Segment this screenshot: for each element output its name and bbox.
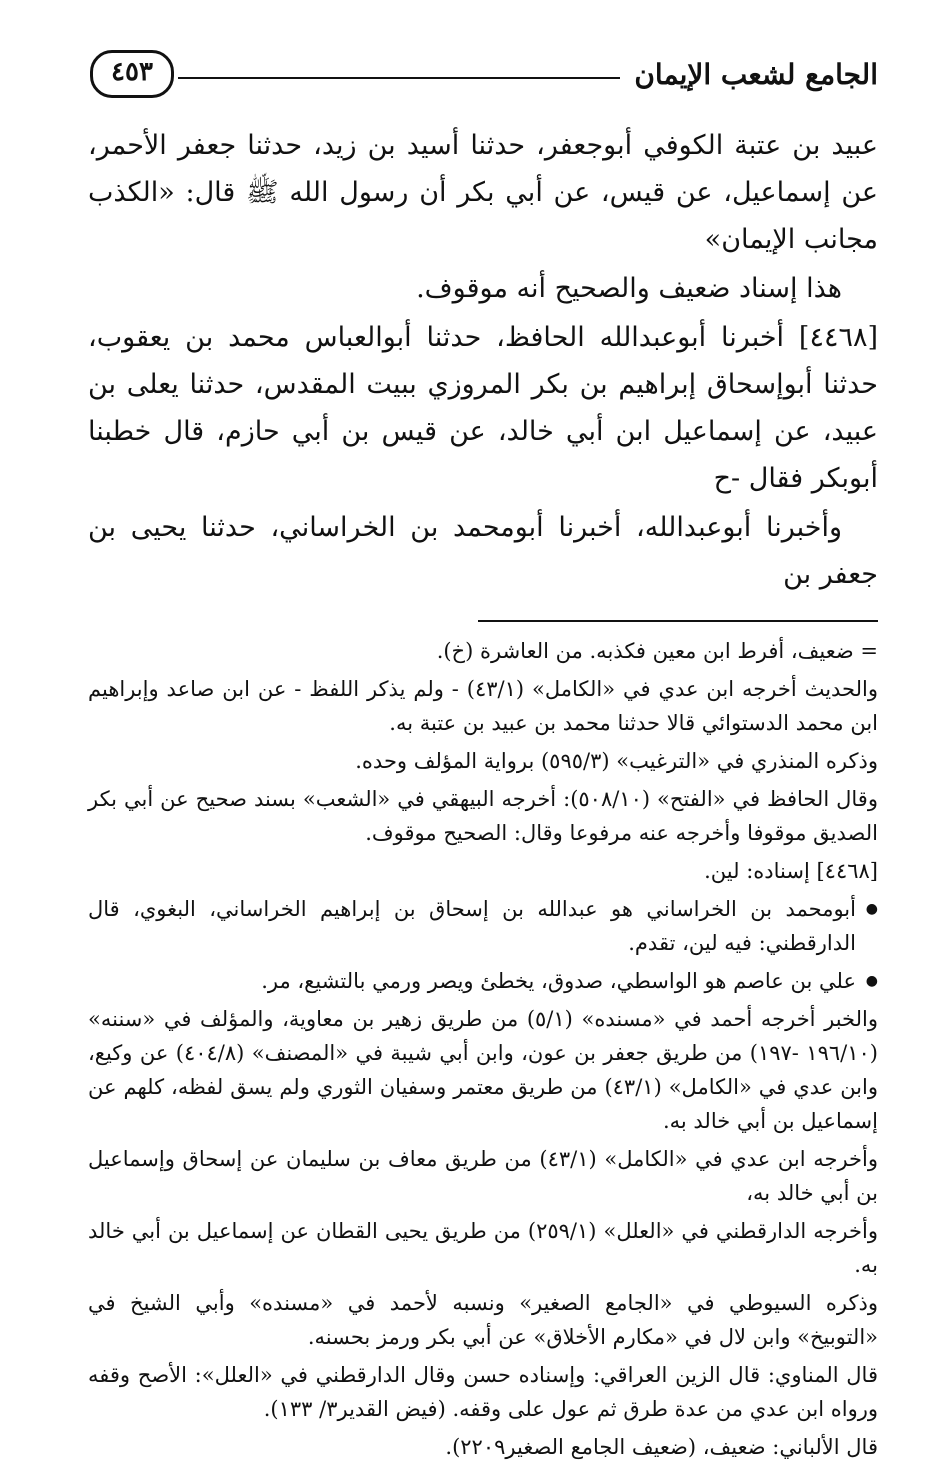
page-number: ٤٥٣ [90, 50, 174, 98]
body-paragraph: هذا إسناد ضعيف والصحيح أنه موقوف. [416, 273, 842, 304]
footnote: وقال الحافظ في «الفتح» (٥٠٨/١٠): أخرجه البيهقي في «الشعب» بسند صحيح عن أبي بكر الصديق موقوفا وأخرجه عنه مرفوعا وقال: الصحيح موقوف. [88, 787, 878, 845]
body-paragraph: عبيد بن عتبة الكوفي أبوجعفر، حدثنا أسيد بن زيد، حدثنا جعفر الأحمر، عن إسماعيل، عن قيس، عن أبي بكر أن رسول الله ﷺ قال: «الكذب مجانب الإيمان» [88, 130, 878, 255]
footnote: قال المناوي: قال الزين العراقي: وإسناده حسن وقال الدارقطني في «العلل»: الأصح وقفه ورواه ابن عدي من عدة طرق ثم عول على وقفه. (فيض القدير٣/ ١٣٣). [88, 1363, 878, 1421]
running-title: الجامع لشعب الإيمان [634, 57, 878, 91]
footnote: وذكره المنذري في «الترغيب» (٥٩٥/٣) برواية المؤلف وحده. [355, 749, 878, 773]
footnote: = ضعيف، أفرط ابن معين فكذبه. من العاشرة (خ). [436, 639, 878, 663]
book-page [88, 40, 878, 1468]
footnote-bullet: ● علي بن عاصم هو الواسطي، صدوق، يخطئ ويصر ورمي بالتشيع، مر. [88, 964, 878, 998]
page-header [88, 40, 878, 108]
footnote-separator [478, 620, 878, 622]
footnote-bullet: ● أبومحمد بن الخراساني هو عبدالله بن إسحاق بن إبراهيم الخراساني، البغوي، قال الدارقطني: فيه لين، تقدم. [88, 892, 878, 960]
footnote: والخبر أخرجه أحمد في «مسنده» (٥/١) من طريق زهير بن معاوية، والمؤلف في «سننه» (١٩٦/١٠ -١٩٧) من طريق جعفر بن عون، وابن أبي شيبة في «المصنف» (٤٠٤/٨) عن وكيع، وابن عدي في «الكامل» (٤٣/١) من طريق معتمر وسفيان الثوري ولم يسق لفظه، كلهم عن إسماعيل بن أبي خالد به. [88, 1007, 879, 1133]
header-rule [178, 77, 620, 79]
footnote: وأخرجه الدارقطني في «العلل» (٢٥٩/١) من طريق يحيى القطان عن إسماعيل بن أبي خالد به. [88, 1219, 878, 1277]
body-paragraph: وأخبرنا أبوعبدالله، أخبرنا أبومحمد بن الخراساني، حدثنا يحيى بن جعفر بن [88, 512, 878, 590]
footnotes [88, 634, 878, 1464]
footnote: وأخرجه ابن عدي في «الكامل» (٤٣/١) من طريق معاف بن سليمان عن إسحاق وإسماعيل بن أبي خالد به، [88, 1147, 878, 1205]
footnote: والحديث أخرجه ابن عدي في «الكامل» (٤٣/١) - ولم يذكر اللفظ - عن ابن صاعد وإبراهيم ابن محمد الدستوائي قالا حدثنا محمد بن عبيد بن عتبة به. [88, 677, 878, 735]
body-paragraph: [٤٤٦٨] أخبرنا أبوعبدالله الحافظ، حدثنا أبوالعباس محمد بن يعقوب، حدثنا أبوإسحاق إبراهيم بن بكر المروزي ببيت المقدس، حدثنا يعلى بن عبيد، عن إسماعيل ابن أبي خالد، عن قيس بن أبي حازم، قال خطبنا أبوبكر فقال -ح [88, 322, 878, 494]
main-text [88, 122, 878, 598]
footnote: وذكره السيوطي في «الجامع الصغير» ونسبه لأحمد في «مسنده» وأبي الشيخ في «التوبيخ» وابن لال في «مكارم الأخلاق» عن أبي بكر ورمز بحسنه. [88, 1291, 878, 1349]
footnote: [٤٤٦٨] إسناده: لين. [704, 859, 878, 883]
footnote: قال الألباني: ضعيف، (ضعيف الجامع الصغير٢٢٠٩). [445, 1435, 878, 1459]
